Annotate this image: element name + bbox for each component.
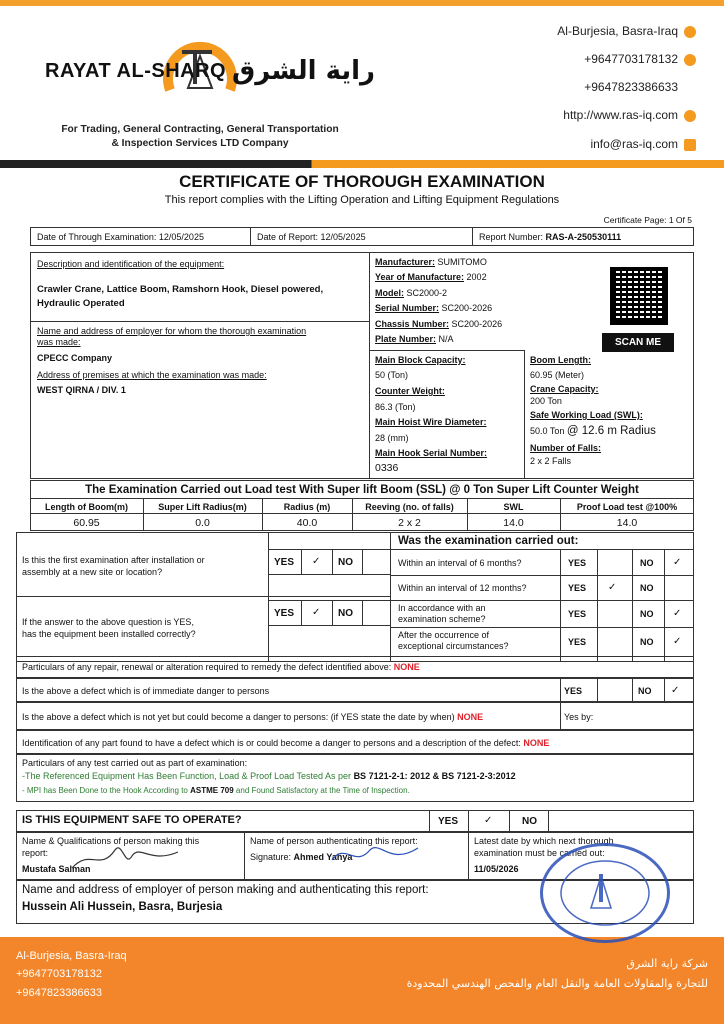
company-name-ar: راية الشرق — [232, 56, 376, 86]
notyet-label: Is the above a defect which is not yet but could become a danger to persons: (if YES state the date by when) — [22, 712, 455, 722]
c4-line2: exceptional circumstances? — [398, 641, 509, 651]
safe-no[interactable]: NO — [522, 816, 537, 827]
footer-ar-name: شركة راية الشرق — [626, 957, 708, 970]
tests-line1-text: -The Referenced Equipment Has Been Function, Load & Proof Load Tested As per — [22, 771, 352, 781]
chassis-value: SC200-2026 — [451, 319, 503, 329]
report-number-value: RAS-A-250530111 — [545, 232, 622, 242]
identification-text — [22, 738, 549, 749]
notyet-value: NONE — [457, 712, 484, 722]
auth-signature-label: Signature: — [250, 852, 292, 862]
q1-yes[interactable]: YES — [274, 557, 295, 568]
q2-line1: If the answer to the above question is YES, — [22, 617, 194, 627]
carried-title: Was the examination carried out: — [398, 535, 579, 547]
tests-line2-end: and Found Satisfactory at the Time of Inspection. — [235, 786, 410, 795]
tests-line1 — [22, 771, 516, 782]
plate — [375, 334, 454, 345]
top-accent-bar — [0, 0, 724, 6]
employer-label-2: was made: — [37, 337, 81, 347]
notyet-text — [22, 712, 483, 723]
q2-no[interactable]: NO — [338, 608, 353, 619]
immediate-no-check[interactable]: ✓ — [671, 685, 680, 696]
lt-value-1: 0.0 — [195, 517, 210, 529]
safe-yes[interactable]: YES — [438, 816, 459, 827]
tests-line2-text: - MPI has Been Done to the Hook According to — [22, 786, 188, 795]
q1-line2-text: assembly at a new site or location? — [22, 567, 163, 577]
lt-header-2: Radius (m) — [283, 502, 331, 512]
footer-address: Al-Burjesia, Basra-Iraq — [16, 950, 127, 962]
certificate-page: Certificate Page: 1 Of 5 — [603, 215, 692, 225]
year-value: 2002 — [466, 272, 487, 282]
lt-value-5: 14.0 — [616, 517, 638, 529]
email-link[interactable]: info@ras-iq.com — [590, 137, 678, 151]
lt-header-4: SWL — [503, 502, 524, 512]
latest-date: 11/05/2026 — [474, 864, 519, 874]
serial-label: Serial Number: — [375, 303, 440, 313]
boom-label: Boom Length: — [530, 355, 591, 365]
report-date: Date of Report: 12/05/2025 — [257, 232, 366, 242]
serial — [375, 303, 492, 314]
company-name-en: RAYAT AL-SHARQ — [45, 60, 227, 82]
header-divider — [0, 160, 724, 168]
lt-value-3: 2 x 2 — [398, 517, 421, 529]
identification-label: Identification of any part found to have a defect which is or could become a danger to persons and a description of the defect: — [22, 738, 521, 748]
c4-no[interactable]: NO — [640, 637, 654, 647]
employer-label-1: Name and address of employer for whom the thorough examination — [37, 326, 307, 336]
c2-yes-check[interactable]: ✓ — [608, 582, 617, 593]
premises-label: Address of premises at which the examination was made: — [37, 370, 267, 380]
block-value: 50 (Ton) — [375, 370, 409, 380]
contact-phone1 — [584, 52, 696, 66]
counter-value: 86.3 (Ton) — [375, 402, 416, 412]
auth-name: Ahmed Yahya — [293, 852, 353, 862]
q2-yes-check[interactable]: ✓ — [312, 607, 321, 618]
q1-yes-check[interactable]: ✓ — [312, 556, 321, 567]
tests-line1-standard: BS 7121-2-1: 2012 & BS 7121-2-3:2012 — [353, 771, 516, 781]
counter-label: Counter Weight: — [375, 386, 445, 396]
year — [375, 272, 487, 283]
swl-ton: 50.0 Ton — [530, 426, 565, 436]
plate-value: N/A — [438, 334, 454, 344]
report-number-label: Report Number: — [479, 232, 544, 242]
q1-line2 — [22, 567, 162, 578]
company-stamp — [540, 843, 670, 943]
document-subtitle: This report complies with the Lifting Operation and Lifting Equipment Regulations — [164, 194, 560, 206]
lt-header-5: Proof Load test @100% — [576, 502, 678, 512]
plate-label: Plate Number: — [375, 334, 437, 344]
tagline-line2: & Inspection Services LTD Company — [111, 138, 289, 149]
lt-header-0: Length of Boom(m) — [45, 502, 128, 512]
contact-website — [563, 108, 696, 122]
spacer-icon — [684, 82, 696, 94]
crane-label: Crane Capacity: — [530, 384, 599, 394]
c3-no[interactable]: NO — [640, 609, 654, 619]
safe-yes-check[interactable]: ✓ — [484, 815, 493, 826]
year-label: Year of Manufacture: — [375, 272, 465, 282]
c2-no[interactable]: NO — [640, 583, 654, 593]
repair-text — [22, 662, 420, 673]
scan-me-label: SCAN ME — [602, 333, 674, 352]
mail-icon — [684, 139, 696, 151]
document-title: CERTIFICATE OF THOROUGH EXAMINATION — [179, 172, 545, 191]
repair-label: Particulars of any repair, renewal or alteration required to remedy the defect identified above: — [22, 662, 392, 672]
questions-block — [16, 532, 694, 662]
immediate-yes[interactable]: YES — [564, 686, 583, 696]
footer-ar-desc: للتجارة والمقاولات العامة والنقل العام والفحص الهندسي المحدودة — [406, 977, 708, 990]
lt-header-1: Super Lift Radius(m) — [158, 502, 247, 512]
hook-value: 0336 — [375, 462, 399, 474]
desc-line1: Crawler Crane, Lattice Boom, Ramshorn Hook, Diesel powered, — [37, 284, 324, 295]
website-link[interactable]: http://www.ras-iq.com — [563, 108, 678, 122]
manufacturer-label: Manufacturer: — [375, 257, 436, 267]
swl-radius: @ 12.6 m Radius — [566, 425, 656, 437]
manufacturer — [375, 257, 487, 268]
load-test-title: The Examination Carried out Load test With Super lift Boom (SSL) @ 0 Ton Super Lift Counter Weight — [85, 484, 639, 496]
yes-by: Yes by: — [564, 712, 594, 722]
chassis-label: Chassis Number: — [375, 319, 450, 329]
contact-address — [557, 24, 696, 38]
c3-line2: examination scheme? — [398, 614, 486, 624]
hook-label: Main Hook Serial Number: — [375, 448, 488, 458]
model — [375, 288, 447, 299]
swl-value — [530, 426, 656, 437]
maker-name: Mustafa Salman — [22, 864, 91, 874]
falls-value: 2 x 2 Falls — [530, 456, 572, 466]
auth-signature-mark — [330, 840, 420, 875]
desc-label: Description and identification of the equipment: — [37, 259, 225, 269]
location-icon — [684, 26, 696, 38]
maker-label-2: report: — [22, 848, 49, 858]
c1-yes[interactable]: YES — [568, 558, 587, 568]
maker-label-1: Name & Qualifications of person making this — [22, 836, 200, 846]
employer-name: CPECC Company — [37, 353, 113, 363]
qr-code[interactable] — [610, 267, 668, 325]
lt-value-4: 14.0 — [503, 517, 524, 529]
contact-phone2 — [584, 80, 696, 94]
company-tagline — [40, 123, 360, 151]
tests-line2 — [22, 785, 410, 796]
maker-signature — [70, 838, 180, 879]
c2-text: Within an interval of 12 months? — [398, 583, 527, 593]
contact-email — [590, 137, 696, 151]
hoist-value: 28 (mm) — [375, 433, 409, 443]
q1-no[interactable]: NO — [338, 557, 353, 568]
c1-no-check[interactable]: ✓ — [673, 557, 682, 568]
immediate-no[interactable]: NO — [638, 686, 652, 696]
c1-no[interactable]: NO — [640, 558, 654, 568]
boom-value: 60.95 (Meter) — [530, 370, 585, 380]
latest-label-1: Latest date by which next thorough — [474, 836, 614, 846]
falls-label: Number of Falls: — [530, 443, 602, 453]
tests-label: Particulars of any test carried out as part of examination: — [22, 758, 248, 768]
serial-value: SC200-2026 — [441, 303, 493, 313]
tests-line2-standard: ASTME 709 — [190, 786, 234, 795]
footer-phone1: +9647703178132 — [16, 968, 102, 980]
model-value: SC2000-2 — [406, 288, 448, 298]
address-text: Al-Burjesia, Basra-Iraq — [557, 24, 678, 38]
c3-yes[interactable]: YES — [568, 609, 587, 619]
q1-line1: Is this the first examination after installation or — [22, 555, 205, 565]
tagline-line1: For Trading, General Contracting, General Transportation — [61, 124, 339, 135]
desc-line2: Hydraulic Operated — [37, 298, 125, 309]
lt-value-2: 40.0 — [296, 517, 318, 529]
swl-label: Safe Working Load (SWL): — [530, 410, 643, 420]
immediate-text: Is the above a defect which is of immediate danger to persons — [22, 686, 270, 696]
model-label: Model: — [375, 288, 404, 298]
chassis — [375, 319, 502, 330]
latest-label-2: examination must be carried out: — [474, 848, 605, 858]
identification-value: NONE — [523, 738, 550, 748]
safe-question: IS THIS EQUIPMENT SAFE TO OPERATE? — [22, 814, 242, 826]
q2-line2: has the equipment been installed correctly? — [22, 629, 196, 639]
c3-no-check[interactable]: ✓ — [673, 608, 682, 619]
c4-line1: After the occurrence of — [398, 630, 490, 640]
lt-header-3: Reeving (no. of falls) — [365, 502, 454, 512]
c4-no-check[interactable]: ✓ — [673, 636, 682, 647]
c4-yes[interactable]: YES — [568, 637, 587, 647]
phone2-text: +9647823386633 — [584, 80, 678, 94]
crane-value: 200 Ton — [530, 396, 562, 406]
hoist-label: Main Hoist Wire Diameter: — [375, 417, 487, 427]
repair-value: NONE — [393, 662, 420, 672]
premises-value: WEST QIRNA / DIV. 1 — [37, 385, 126, 395]
report-number — [479, 232, 621, 243]
phone1-text: +9647703178132 — [584, 52, 678, 66]
footer-phone2: +9647823386633 — [16, 987, 102, 999]
auth-label: Name of person authenticating this report: — [250, 836, 418, 846]
manufacturer-value: SUMITOMO — [437, 257, 487, 267]
block-label: Main Block Capacity: — [375, 355, 466, 365]
phone-icon — [684, 54, 696, 66]
lt-value-0: 60.95 — [73, 517, 100, 529]
employer-value: Hussein Ali Hussein, Basra, Burjesia — [22, 901, 223, 913]
c2-yes[interactable]: YES — [568, 583, 587, 593]
employer-label: Name and address of employer of person making and authenticating this report: — [22, 884, 429, 896]
exam-date: Date of Through Examination: 12/05/2025 — [37, 232, 204, 242]
q2-yes[interactable]: YES — [274, 608, 295, 619]
c3-line1: In accordance with an — [398, 603, 486, 613]
globe-icon — [684, 110, 696, 122]
c1-text: Within an interval of 6 months? — [398, 558, 522, 568]
